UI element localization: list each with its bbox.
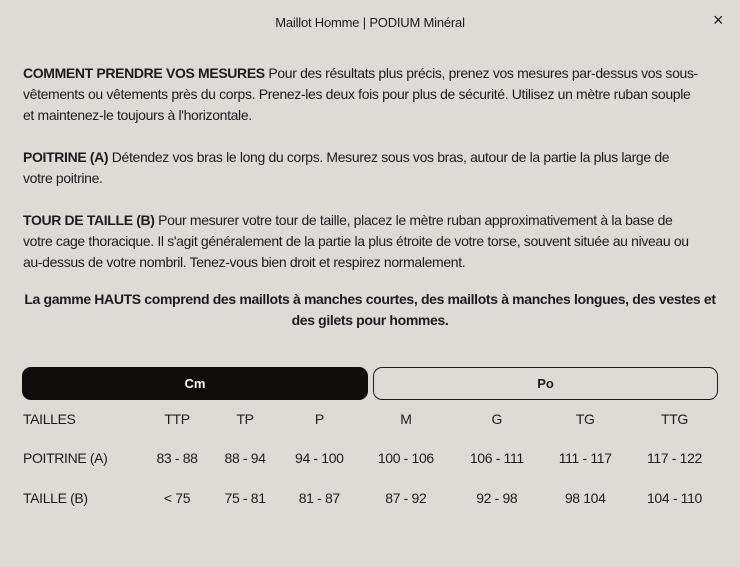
- instruction-text: Pour des résultats plus précis, prenez vos mesures par-dessus vos sous-vêtements ou vêtements près du corps. Prenez-les deux fois pour plus de sécurité. Utilisez un mètre ruban souple et maintenez-le toujours à l'horizontale.: [23, 65, 698, 123]
- table-cell: 100 - 106: [377, 450, 434, 466]
- table-cell: 98 104: [564, 490, 606, 506]
- range-note: La gamme HAUTS comprend des maillots à manches courtes, des maillots à manches longues, des vestes et des gilets pour hommes.: [24, 291, 716, 328]
- table-cell: 117 - 122: [646, 450, 702, 466]
- instruction-heading: COMMENT PRENDRE VOS MESURES: [23, 65, 265, 81]
- table-cell: 88 - 94: [224, 450, 266, 466]
- instruction-how-to-measure: [23, 63, 698, 126]
- table-cell: TAILLES: [23, 411, 76, 427]
- table-cell: 81 - 87: [298, 490, 340, 506]
- table-cell: TAILLE (B): [23, 490, 88, 506]
- modal-title: Maillot Homme | PODIUM Minéral: [275, 15, 465, 30]
- table-cell: < 75: [163, 490, 191, 506]
- table-cell: P: [314, 411, 324, 427]
- table-cell: TTP: [164, 411, 190, 427]
- instruction-heading: TOUR DE TAILLE (B): [23, 212, 155, 228]
- instruction-text: Détendez vos bras le long du corps. Mesurez sous vos bras, autour de la partie la plus large de votre poitrine.: [23, 149, 670, 186]
- table-cell: 94 - 100: [295, 450, 344, 466]
- table-cell: TP: [236, 411, 254, 427]
- table-cell: 106 - 111: [469, 450, 524, 466]
- table-cell: TG: [575, 411, 595, 427]
- table-cell: POITRINE (A): [23, 450, 108, 466]
- size-table: [23, 400, 720, 518]
- table-cell: 104 - 110: [646, 490, 702, 506]
- table-cell: TTG: [661, 411, 688, 427]
- table-cell: 83 - 88: [156, 450, 198, 466]
- close-icon[interactable]: ×: [713, 10, 724, 30]
- table-row: [23, 478, 720, 518]
- table-cell: 87 - 92: [385, 490, 427, 506]
- table-cell: M: [400, 411, 412, 427]
- instruction-chest: [23, 147, 698, 189]
- table-header-row: [23, 400, 720, 438]
- measurement-instructions: [23, 63, 698, 294]
- table-cell: 111 - 117: [558, 450, 612, 466]
- table-cell: G: [491, 411, 503, 427]
- table-cell: 75 - 81: [224, 490, 266, 506]
- instruction-waist: [23, 210, 698, 273]
- table-cell: 92 - 98: [476, 490, 518, 506]
- instruction-text: Pour mesurer votre tour de taille, placez le mètre ruban approximativement à la base de votre cage thoracique. Il s'agit généralement de la partie la plus étroite de votre torse, souvent située au niveau ou au-dessus de votre nombril. Tenez-vous bien droit et respirez normalement.: [23, 212, 689, 270]
- unit-inch-button[interactable]: Po: [373, 367, 718, 400]
- table-row: [23, 438, 720, 478]
- unit-cm-button[interactable]: Cm: [22, 367, 368, 400]
- instruction-heading: POITRINE (A): [23, 149, 109, 165]
